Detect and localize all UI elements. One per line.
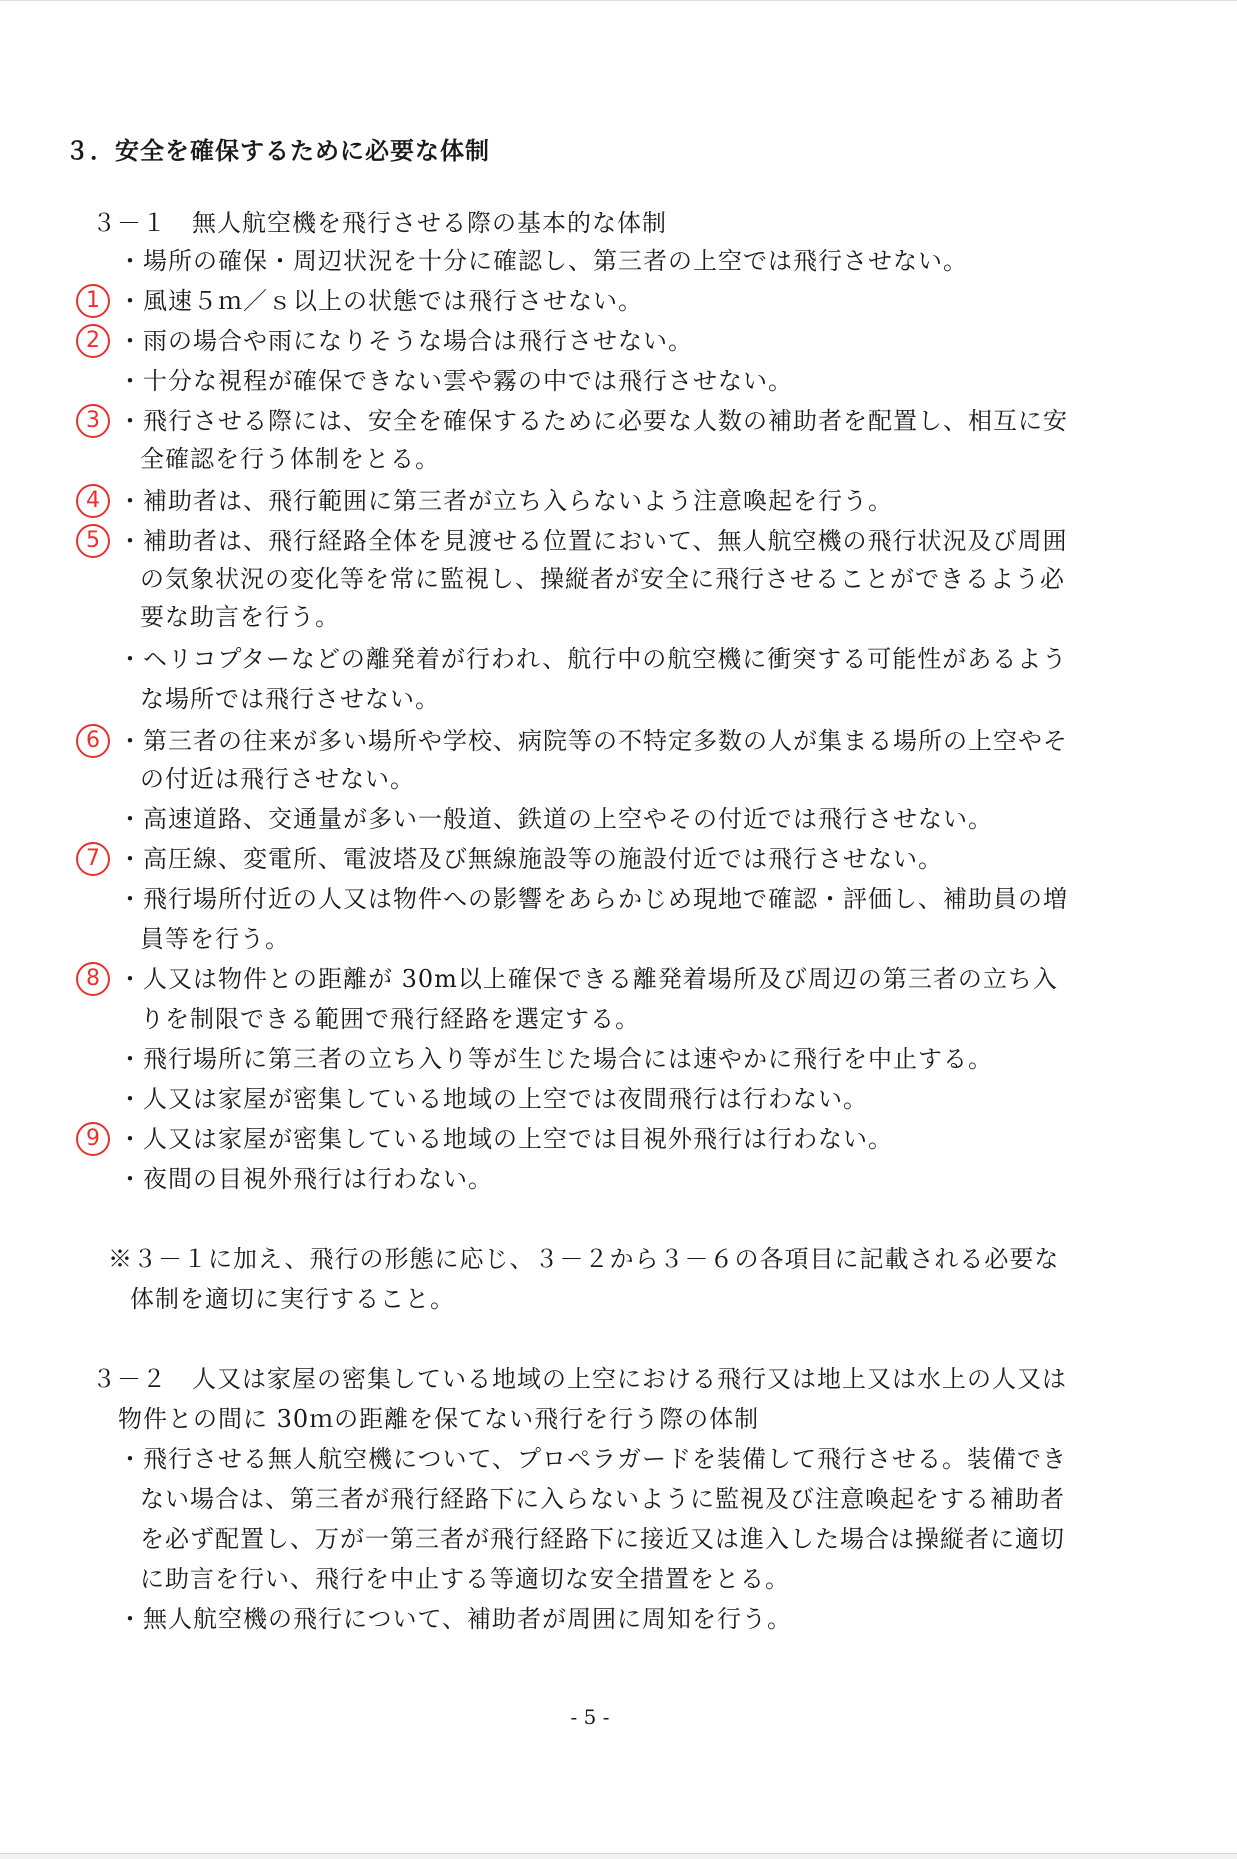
circled-number-marker: 6 — [76, 724, 110, 758]
section-heading: ３．安全を確保するために必要な体制 — [65, 137, 490, 165]
list-item: ・補助者は、飛行範囲に第三者が立ち入らないよう注意喚起を行う。 — [118, 487, 893, 515]
list-item: ・飛行場所付近の人又は物件への影響をあらかじめ現地で確認・評価し、補助員の増 — [118, 885, 1068, 913]
list-item: ・雨の場合や雨になりそうな場合は飛行させない。 — [118, 327, 693, 355]
circled-number-marker: 4 — [76, 484, 110, 518]
note-line: 体制を適切に実行すること。 — [130, 1285, 455, 1313]
list-item: ・人又は家屋が密集している地域の上空では夜間飛行は行わない。 — [118, 1085, 868, 1113]
list-item: ・第三者の往来が多い場所や学校、病院等の不特定多数の人が集まる場所の上空やそ — [118, 727, 1068, 755]
list-item: ・十分な視程が確保できない雲や霧の中では飛行させない。 — [118, 367, 793, 395]
list-item-continuation: りを制限できる範囲で飛行経路を選定する。 — [140, 1005, 640, 1033]
circled-number-marker: 1 — [76, 284, 110, 318]
list-item: ・夜間の目視外飛行は行わない。 — [118, 1165, 493, 1193]
circled-number-marker: 5 — [76, 524, 110, 558]
note-line: ※３－１に加え、飛行の形態に応じ、３－２から３－６の各項目に記載される必要な — [108, 1245, 1060, 1273]
list-item: ・飛行させる際には、安全を確保するために必要な人数の補助者を配置し、相互に安 — [118, 407, 1068, 435]
list-item: ・人又は物件との距離が 30m以上確保できる離発着場所及び周辺の第三者の立ち入 — [118, 965, 1058, 993]
list-item: ・風速５ｍ／ｓ以上の状態では飛行させない。 — [118, 287, 643, 315]
list-item: ・高圧線、変電所、電波塔及び無線施設等の施設付近では飛行させない。 — [118, 845, 943, 873]
circled-number-marker: 3 — [76, 404, 110, 438]
circled-number-marker: 2 — [76, 324, 110, 358]
circled-number-marker: 9 — [76, 1122, 110, 1156]
list-item: ・高速道路、交通量が多い一般道、鉄道の上空やその付近では飛行させない。 — [118, 805, 993, 833]
circled-number-marker: 7 — [76, 842, 110, 876]
list-item-continuation: を必ず配置し、万が一第三者が飛行経路下に接近又は進入した場合は操縦者に適切 — [140, 1525, 1065, 1553]
list-item: ・ヘリコプターなどの離発着が行われ、航行中の航空機に衝突する可能性があるよう — [118, 645, 1068, 673]
list-item: ・飛行させる無人航空機について、プロペラガードを装備して飛行させる。装備でき — [118, 1445, 1068, 1473]
page-number: - 5 - — [570, 1705, 610, 1729]
subsection-3-2-title: 物件との間に 30ｍの距離を保てない飛行を行う際の体制 — [118, 1405, 760, 1433]
list-item: ・場所の確保・周辺状況を十分に確認し、第三者の上空では飛行させない。 — [118, 247, 968, 275]
list-item-continuation: 要な助言を行う。 — [140, 603, 340, 631]
list-item: ・人又は家屋が密集している地域の上空では目視外飛行は行わない。 — [118, 1125, 893, 1153]
list-item-continuation: な場所では飛行させない。 — [140, 685, 440, 713]
circled-number-marker: 8 — [76, 962, 110, 996]
list-item-continuation: の付近は飛行させない。 — [140, 765, 415, 793]
list-item-continuation: に助言を行い、飛行を中止する等適切な安全措置をとる。 — [140, 1565, 790, 1593]
subsection-3-1-title: ３－１ 無人航空機を飛行させる際の基本的な体制 — [92, 209, 667, 237]
list-item: ・補助者は、飛行経路全体を見渡せる位置において、無人航空機の飛行状況及び周囲 — [118, 527, 1068, 555]
subsection-3-2-title: ３－２ 人又は家屋の密集している地域の上空における飛行又は地上又は水上の人又は — [92, 1365, 1067, 1393]
list-item-continuation: ない場合は、第三者が飛行経路下に入らないように監視及び注意喚起をする補助者 — [140, 1485, 1065, 1513]
list-item-continuation: 全確認を行う体制をとる。 — [140, 445, 440, 473]
list-item-continuation: の気象状況の変化等を常に監視し、操縦者が安全に飛行させることができるよう必 — [140, 565, 1065, 593]
list-item: ・無人航空機の飛行について、補助者が周囲に周知を行う。 — [118, 1605, 793, 1633]
list-item-continuation: 員等を行う。 — [140, 925, 290, 953]
list-item: ・飛行場所に第三者の立ち入り等が生じた場合には速やかに飛行を中止する。 — [118, 1045, 993, 1073]
